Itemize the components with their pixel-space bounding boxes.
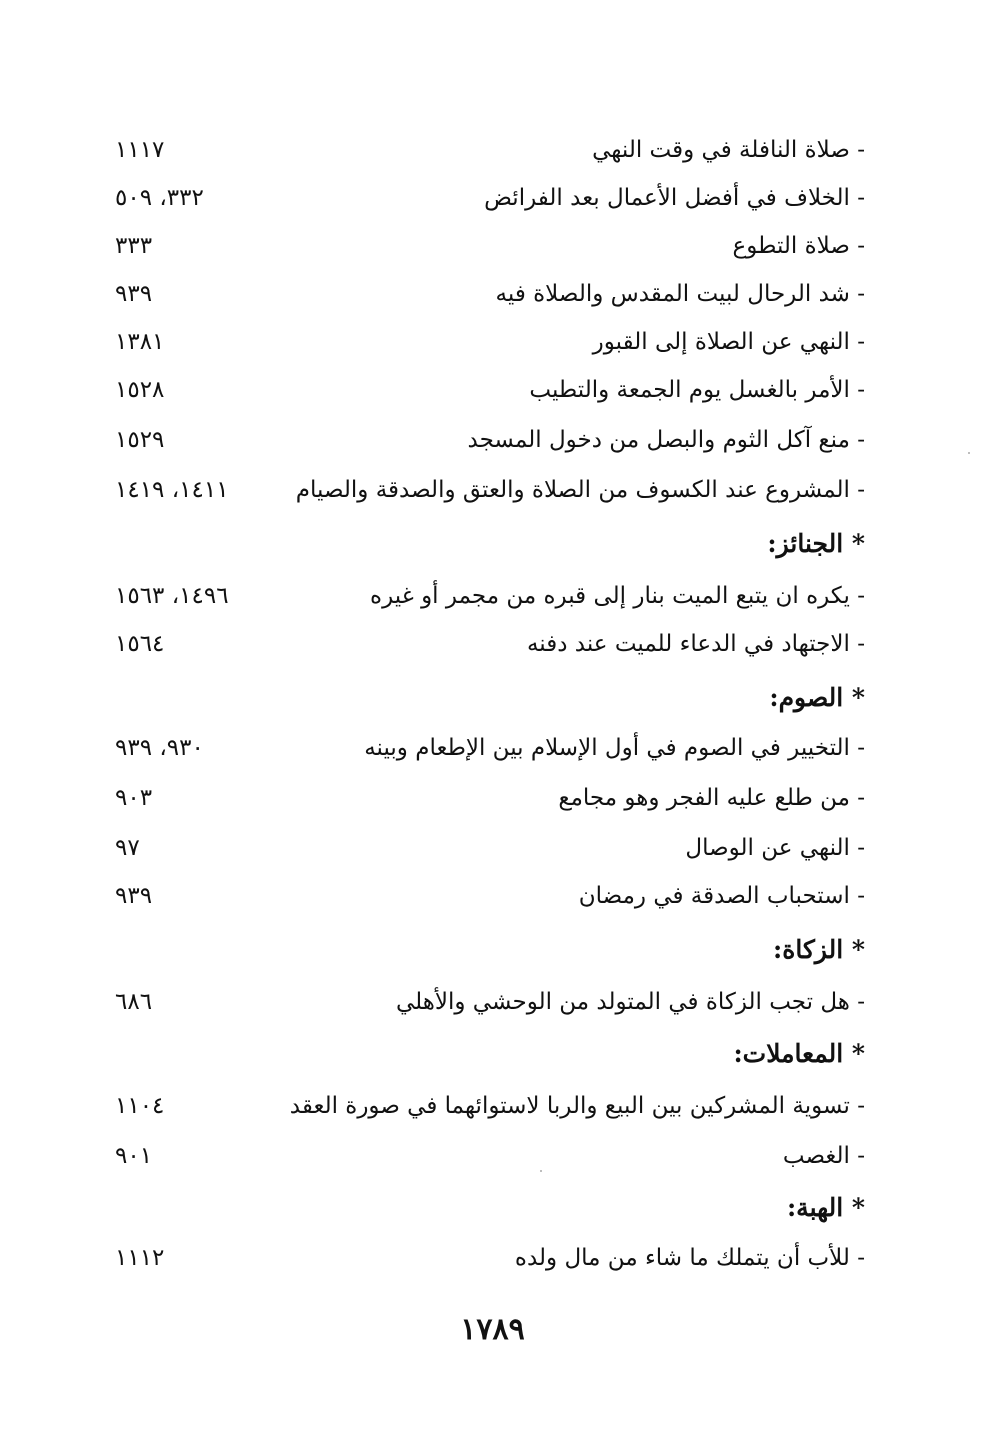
entry-pages: ١١١٧: [115, 137, 165, 163]
entry-text: - التخيير في الصوم في أول الإسلام بين الإطعام وبينه: [364, 735, 865, 761]
section-heading-text: * الصوم:: [769, 683, 865, 712]
index-entry: [0, 876, 985, 916]
index-entry: [0, 1238, 985, 1278]
index-entry: [0, 576, 985, 616]
index-entry: [0, 420, 985, 460]
entry-text: - شد الرحال لبيت المقدس والصلاة فيه: [495, 281, 865, 307]
entry-pages: ١٤٩٦، ١٥٦٣: [115, 583, 229, 609]
entry-pages: ١٣٨١: [115, 329, 165, 355]
entry-pages: ١١١٢: [115, 1245, 165, 1271]
section-heading: [0, 930, 985, 970]
index-entry: [0, 828, 985, 868]
entry-pages: ١٥٦٤: [115, 631, 165, 657]
entry-pages: ٩٣٠، ٩٣٩: [115, 735, 204, 761]
index-entry: [0, 982, 985, 1022]
entry-text: - هل تجب الزكاة في المتولد من الوحشي والأهلي: [395, 989, 865, 1015]
entry-pages: ١٥٢٩: [115, 427, 165, 453]
section-heading-text: * المعاملات:: [733, 1039, 865, 1068]
index-entry: [0, 178, 985, 218]
index-entry: [0, 322, 985, 362]
entry-pages: ٦٨٦: [115, 989, 153, 1015]
index-entry: [0, 226, 985, 266]
entry-pages: ٣٣٣: [115, 233, 153, 259]
entry-pages: ٩٣٩: [115, 883, 153, 909]
section-heading-text: * الجنائز:: [767, 529, 865, 558]
entry-text: - الخلاف في أفضل الأعمال بعد الفرائض: [484, 185, 865, 211]
entry-text: - النهي عن الصلاة إلى القبور: [592, 329, 865, 355]
entry-text: - استحباب الصدقة في رمضان: [578, 883, 865, 909]
entry-text: - النهي عن الوصال: [685, 835, 865, 861]
index-entry: [0, 274, 985, 314]
section-heading: [0, 1034, 985, 1074]
index-entry: [0, 728, 985, 768]
index-entry: [0, 470, 985, 510]
section-heading: [0, 678, 985, 718]
index-entry: [0, 1086, 985, 1126]
entry-pages: ٩٠٣: [115, 785, 153, 811]
entry-text: - تسوية المشركين بين البيع والربا لاستوائهما في صورة العقد: [289, 1093, 865, 1119]
entry-text: - صلاة النافلة في وقت النهي: [592, 137, 865, 163]
page-number: ١٧٨٩: [460, 1312, 525, 1347]
entry-text: - الاجتهاد في الدعاء للميت عند دفنه: [526, 631, 865, 657]
section-heading: [0, 524, 985, 564]
entry-text: - من طلع عليه الفجر وهو مجامع: [558, 785, 865, 811]
entry-text: - منع آكل الثوم والبصل من دخول المسجد: [467, 427, 865, 453]
index-entry: [0, 624, 985, 664]
entry-text: - يكره ان يتبع الميت بنار إلى قبره من مجمر أو غيره: [370, 583, 865, 609]
entry-text: - المشروع عند الكسوف من الصلاة والعتق والصدقة والصيام: [295, 477, 865, 503]
scan-speck: [968, 452, 970, 454]
entry-text: - للأب أن يتملك ما شاء من مال ولده: [514, 1245, 865, 1271]
entry-pages: ١٥٢٨: [115, 377, 165, 403]
index-entry: [0, 130, 985, 170]
section-heading-text: * الهبة:: [786, 1193, 865, 1222]
entry-pages: ١١٠٤: [115, 1093, 165, 1119]
entry-pages: ٩٣٩: [115, 281, 153, 307]
entry-pages: ١٤١١، ١٤١٩: [115, 477, 229, 503]
section-heading-text: * الزكاة:: [773, 935, 865, 964]
index-entry: [0, 778, 985, 818]
entry-text: - الغصب: [782, 1143, 865, 1169]
entry-text: - صلاة التطوع: [732, 233, 865, 259]
entry-pages: ٩٧: [115, 835, 140, 861]
index-entry: [0, 1136, 985, 1176]
entry-pages: ٣٣٢، ٥٠٩: [115, 185, 204, 211]
section-heading: [0, 1188, 985, 1228]
index-entry: [0, 370, 985, 410]
entry-text: - الأمر بالغسل يوم الجمعة والتطيب: [529, 377, 865, 403]
entry-pages: ٩٠١: [115, 1143, 153, 1169]
scan-speck: [540, 1170, 542, 1172]
